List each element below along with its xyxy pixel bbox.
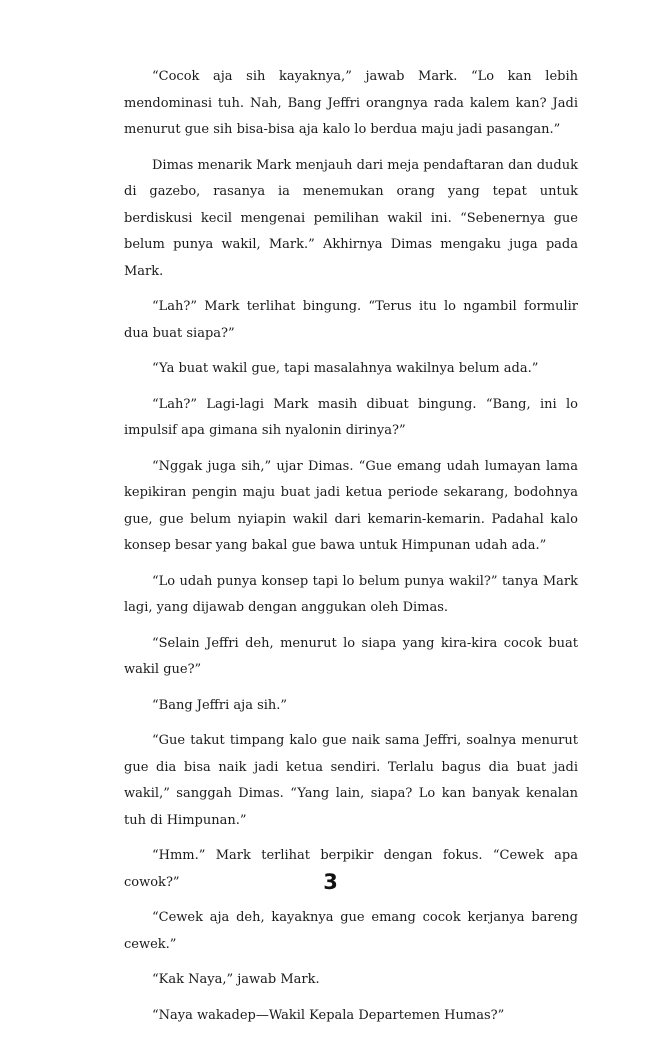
paragraph: “Gue takut timpang kalo gue naik sama Jeffri, soalnya menurut gue dia bisa naik jadi ketua sendiri. Terlalu bagus dia buat jadi wakil,” sanggah Dimas. “Yang lain, siapa? Lo kan banyak kenalan tuh di Himpunan.” (124, 733, 578, 828)
paragraph: “Cocok aja sih kayaknya,” jawab Mark. “Lo kan lebih mendominasi tuh. Nah, Bang Jeffri orangnya rada kalem kan? Jadi menurut gue sih bisa-bisa aja kalo lo berdua maju jadi pasangan.” (124, 69, 578, 137)
paragraph: “Lah?” Mark terlihat bingung. “Terus itu lo ngambil formulir dua buat siapa?” (124, 299, 578, 341)
paragraph: “Selain Jeffri deh, menurut lo siapa yang kira-kira cocok buat wakil gue?” (124, 635, 578, 677)
paragraph: “Ya buat wakil gue, tapi masalahnya wakilnya belum ada.” (152, 361, 539, 376)
paragraph: “Bang Jeffri aja sih.” (152, 697, 288, 713)
paragraph: Dimas menarik Mark menjauh dari meja pendaftaran dan duduk di gazebo, rasanya ia menemukan orang yang tepat untuk berdiskusi kecil mengenai pemilihan wakil ini. “Sebenernya gue belum punya wakil, Mark.” Akhirnya Dimas mengaku juga pada Mark. (124, 157, 578, 279)
paragraph: “Lo udah punya konsep tapi lo belum punya wakil?” tanya Mark lagi, yang dijawab dengan anggukan oleh Dimas. (124, 573, 578, 615)
paragraph: “Cewek aja deh, kayaknya gue emang cocok kerjanya bareng cewek.” (124, 910, 578, 952)
paragraph: “Kak Naya,” jawab Mark. (152, 972, 320, 987)
paragraph: “Hmm.” Mark terlihat berpikir dengan fokus. “Cewek apa cowok?” (124, 848, 578, 890)
paragraph: “Lah?” Lagi-lagi Mark masih dibuat bingung. “Bang, ini lo impulsif apa gimana sih nyalonin dirinya?” (124, 396, 578, 438)
paragraph: “Naya wakadep—Wakil Kepala Departemen Humas?” (152, 1007, 505, 1023)
page-number: 3 (323, 870, 338, 894)
paragraph: “Nggak juga sih,” ujar Dimas. “Gue emang udah lumayan lama kepikiran pengin maju buat jadi ketua periode sekarang, bodohnya gue, gue belum nyiapin wakil dari kemarin-kemarin. Padahal kalo konsep besar yang bakal gue bawa untuk Himpunan udah ada.” (124, 458, 578, 553)
